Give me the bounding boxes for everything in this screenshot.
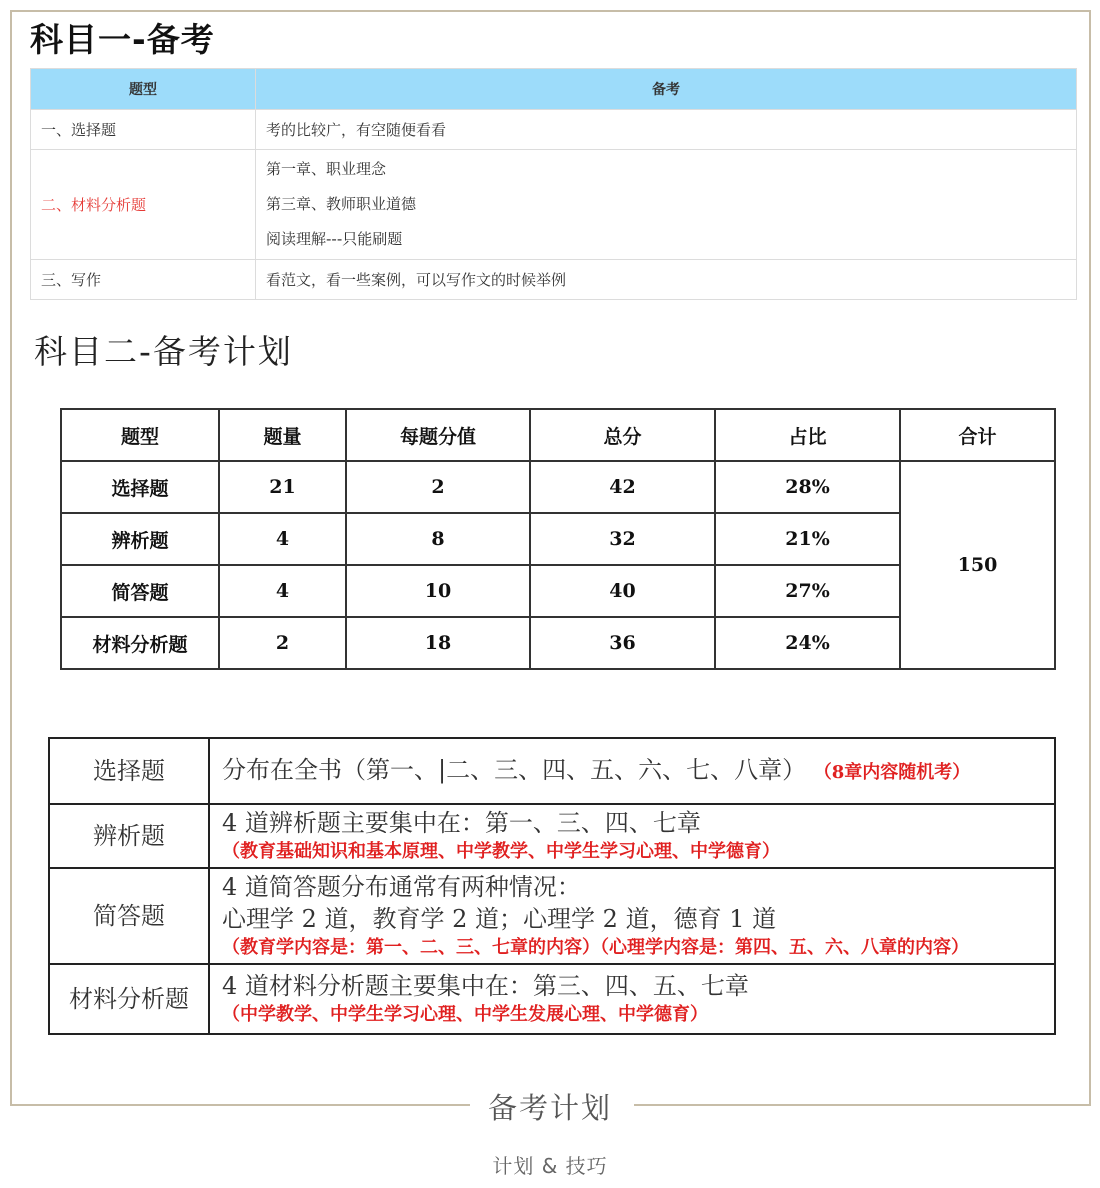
- col-header-sum: 合计: [900, 409, 1055, 461]
- prep-note: 考的比较广，有空随便看看: [256, 110, 1077, 150]
- table-row: [49, 868, 1055, 964]
- cell-type: 辨析题: [61, 513, 219, 565]
- prep-note: 阅读理解---只能刷题: [266, 230, 403, 248]
- cell-total: 36: [530, 617, 715, 669]
- dist-note: （教育学内容是：第一、二、三、七章的内容）（心理学内容是：第四、五、六、八章的内容）: [222, 937, 969, 958]
- cell-points: 2: [346, 461, 530, 513]
- col-header-ratio: 占比: [715, 409, 900, 461]
- dist-note: （8章内容随机考）: [813, 761, 971, 783]
- dist-detail: [209, 868, 1055, 964]
- cell-total: 32: [530, 513, 715, 565]
- table-row: [49, 738, 1055, 804]
- prep-note: 第三章、教师职业道德: [266, 195, 417, 213]
- dist-main: 分布在全书（第一、|二、三、四、五、六、七、八章）: [222, 755, 807, 784]
- section1-title: 科目一-备考: [30, 20, 215, 59]
- table-row: [49, 804, 1055, 868]
- table-row: [31, 110, 1077, 150]
- table-row: [49, 964, 1055, 1034]
- dist-main: 4 道材料分析题主要集中在：第三、四、五、七章: [222, 972, 749, 1000]
- footer-title: 备考计划: [487, 1091, 612, 1125]
- cell-points: 10: [346, 565, 530, 617]
- dist-type: 辨析题: [49, 804, 209, 868]
- cell-points: 18: [346, 617, 530, 669]
- score-table: [60, 408, 1056, 670]
- cell-total: 40: [530, 565, 715, 617]
- dist-type: 材料分析题: [49, 964, 209, 1034]
- cell-ratio: 27%: [715, 565, 900, 617]
- prep-note: 第一章、职业理念: [266, 160, 387, 178]
- col-header-total: 总分: [530, 409, 715, 461]
- col-header-count: 题量: [219, 409, 346, 461]
- question-type: 二、材料分析题: [31, 150, 256, 260]
- section1-table: [30, 68, 1077, 300]
- cell-count: 4: [219, 565, 346, 617]
- cell-count: 2: [219, 617, 346, 669]
- cell-ratio: 21%: [715, 513, 900, 565]
- section1-header-prep: 备考: [256, 69, 1077, 110]
- cell-type: 材料分析题: [61, 617, 219, 669]
- cell-ratio: 28%: [715, 461, 900, 513]
- cell-count: 4: [219, 513, 346, 565]
- table-row: [31, 150, 1077, 260]
- distribution-table: [48, 737, 1056, 1035]
- dist-main: 4 道辨析题主要集中在：第一、三、四、七章: [222, 809, 701, 837]
- table-row: [61, 461, 1055, 513]
- prep-note: 看范文，看一些案例，可以写作文的时候举例: [256, 260, 1077, 300]
- cell-points: 8: [346, 513, 530, 565]
- dist-detail: [209, 738, 1055, 804]
- footer-subtitle: 计划 & 技巧: [492, 1154, 608, 1178]
- cell-type: 选择题: [61, 461, 219, 513]
- prep-notes: [256, 150, 1077, 260]
- col-header-type: 题型: [61, 409, 219, 461]
- dist-note: （教育基础知识和基本原理、中学教学、中学生学习心理、中学德育）: [222, 841, 780, 862]
- dist-main: 4 道简答题分布通常有两种情况：: [222, 873, 581, 901]
- dist-type: 选择题: [49, 738, 209, 804]
- cell-type: 简答题: [61, 565, 219, 617]
- table-row: [31, 260, 1077, 300]
- dist-note: （中学教学、中学生学习心理、中学生发展心理、中学德育）: [222, 1004, 708, 1025]
- cell-ratio: 24%: [715, 617, 900, 669]
- section2-title: 科目二-备考计划: [34, 332, 293, 371]
- dist-type: 简答题: [49, 868, 209, 964]
- dist-detail: [209, 804, 1055, 868]
- question-type: 一、选择题: [31, 110, 256, 150]
- dist-detail: [209, 964, 1055, 1034]
- table-header-row: [61, 409, 1055, 461]
- col-header-points: 每题分值: [346, 409, 530, 461]
- cell-grand-total: 150: [900, 461, 1055, 669]
- dist-main-2: 心理学 2 道，教育学 2 道；心理学 2 道，德育 1 道: [222, 905, 777, 933]
- question-type: 三、写作: [31, 260, 256, 300]
- cell-count: 21: [219, 461, 346, 513]
- cell-total: 42: [530, 461, 715, 513]
- section1-header-type: 题型: [31, 69, 256, 110]
